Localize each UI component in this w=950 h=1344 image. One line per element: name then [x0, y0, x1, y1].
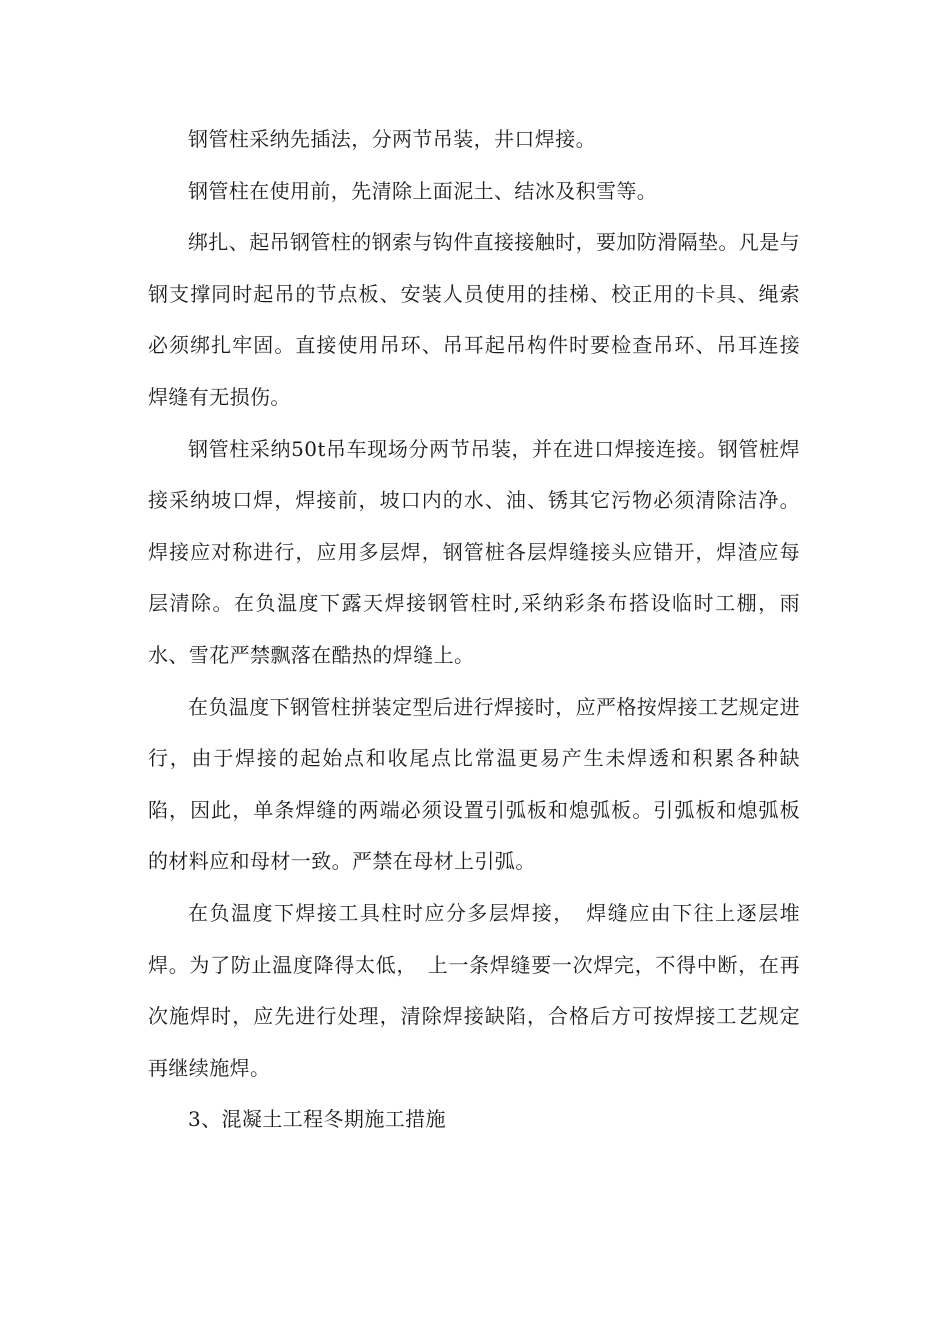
paragraph-multilayer-welding: 在负温度下焊接工具柱时应分多层焊接， 焊缝应由下往上逐层堆焊。为了防止温度降得太低， 上一条焊缝要一次焊完，不得中断，在再次施焊时，应先进行处理，清除焊接缺陷，合格后方可按焊接工艺规定再继续施焊。: [148, 900, 800, 1080]
document-body: [148, 114, 800, 1146]
paragraph-steel-column-method: 钢管柱采纳先插法，分两节吊装，井口焊接。: [188, 127, 596, 151]
paragraph-steel-column-cleaning: 钢管柱在使用前，先清除上面泥土、结冰及积雪等。: [188, 178, 658, 203]
section-heading-concrete-winter: 3、混凝土工程冬期施工措施: [188, 1107, 446, 1132]
paragraph-crane-welding: 钢管柱采纳50t吊车现场分两节吊装，并在进口焊接连接。钢管桩焊接采纳坡口焊，焊接前，坡口内的水、油、锈其它污物必须清除洁净。焊接应对称进行，应用多层焊，钢管桩各层焊缝接头应错开，焊渣应每层清除。在负温度下露天焊接钢管柱时,采纳彩条布搭设临时工棚，雨水、雪花严禁飘落在酷热的焊缝上。: [148, 436, 800, 667]
paragraph-low-temperature-assembly: 在负温度下钢管柱拼装定型后进行焊接时，应严格按焊接工艺规定进行，由于焊接的起始点和收尾点比常温更易产生未焊透和积累各种缺陷，因此，单条焊缝的两端必须设置引弧板和熄弧板。引弧板和熄弧板的材料应和母材一致。严禁在母材上引弧。: [148, 694, 800, 874]
paragraph-lifting-rigging: 绑扎、起吊钢管柱的钢索与钩件直接接触时，要加防滑隔垫。凡是与钢支撑同时起吊的节点板、安装人员使用的挂梯、校正用的卡具、绳索必须绑扎牢固。直接使用吊环、吊耳起吊构件时要检查吊环、吊耳连接焊缝有无损伤。: [148, 230, 800, 409]
